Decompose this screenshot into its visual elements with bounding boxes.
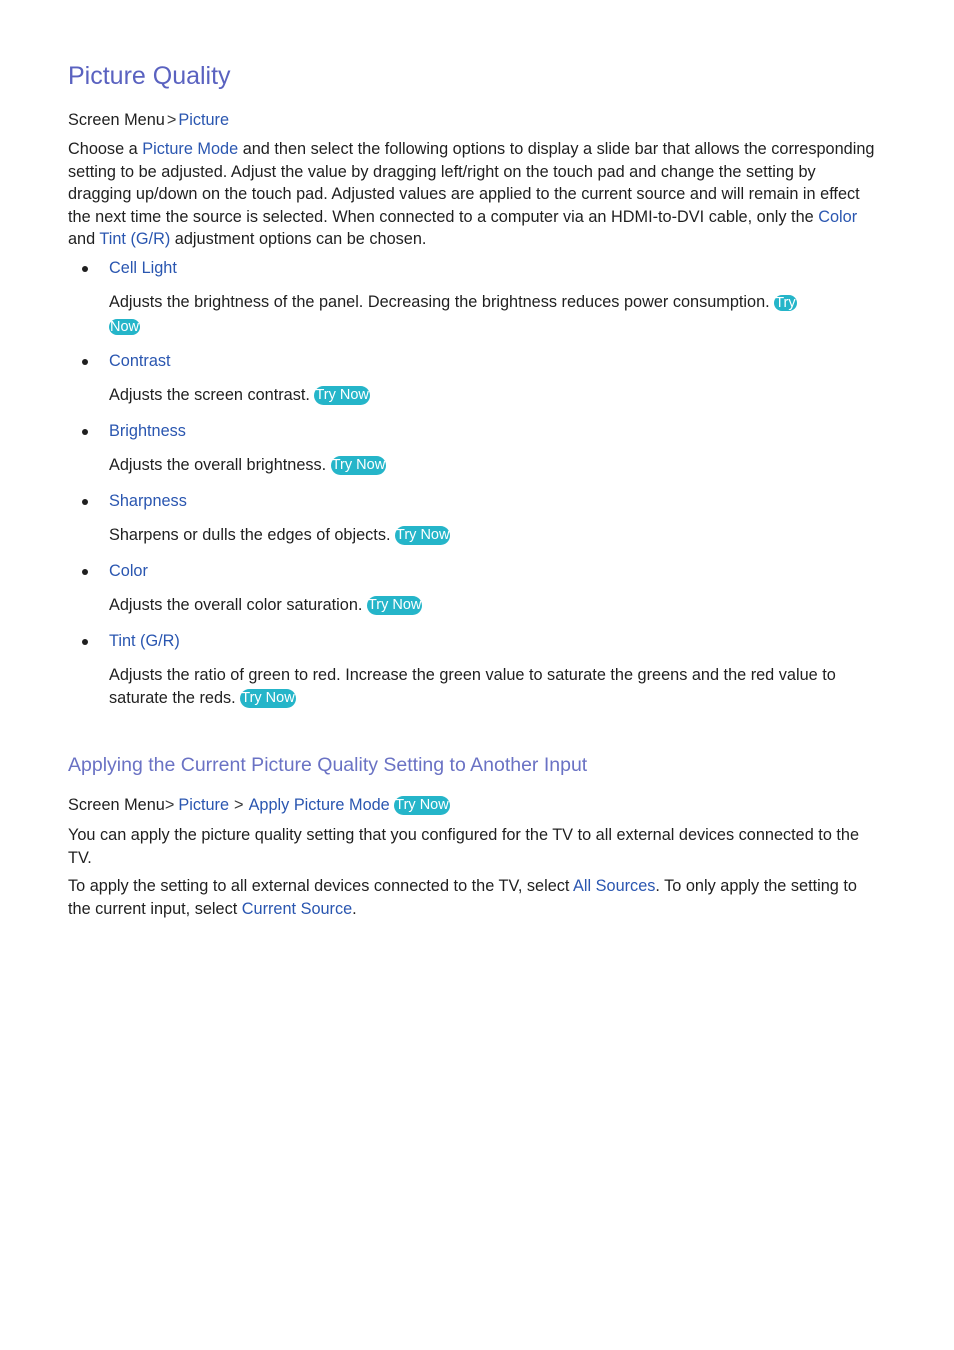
bullet-icon [82, 639, 88, 645]
option-title[interactable]: Contrast [109, 352, 171, 370]
option-description [109, 454, 884, 477]
option-description [109, 524, 884, 547]
try-now-button[interactable] [774, 295, 796, 311]
breadcrumb-root: Screen Menu [68, 796, 165, 814]
para2-text-2: . To only apply the setting to the current input, select [68, 877, 857, 918]
option-desc-text: Adjusts the overall brightness. [109, 456, 327, 474]
bullet-icon [82, 499, 88, 505]
section-paragraph-1: You can apply the picture quality setting that you configured for the TV to all external devices connected to the TV. [68, 826, 860, 867]
try-now-button[interactable]: Try Now [367, 597, 422, 613]
breadcrumb-root: Screen Menu [68, 111, 165, 129]
bullet-icon [82, 569, 88, 575]
section-heading: Applying the Current Picture Quality Setting to Another Input [68, 754, 588, 776]
breadcrumb-picture-link[interactable]: Picture [178, 111, 230, 129]
intro-text-4: adjustment options can be chosen. [170, 230, 427, 249]
try-now-button[interactable]: Try Now [331, 457, 386, 473]
option-title[interactable]: Tint (G/R) [109, 632, 180, 650]
section-breadcrumb [68, 794, 450, 817]
chevron-right-icon: > [166, 111, 177, 129]
try-now-button[interactable]: Try Now [241, 689, 295, 706]
intro-paragraph [68, 138, 883, 251]
intro-text-2: and then select the following options to display a slide bar that allows the corresponding setting to be adjusted. Adjust the value by dragging left/right on the touch pad and change the setting by dragging up/down on the touch pad. Adjusted values are applied to the current source and will remain in effect the next time the source is selected. When connected to a computer via an HDMI-to-DVI cable, only the [68, 140, 875, 226]
picture-mode-link[interactable]: Picture Mode [142, 140, 239, 158]
try-now-button-continued[interactable] [109, 319, 140, 335]
option-desc-text: Adjusts the overall color saturation. [109, 596, 363, 614]
try-now-label-part2: Now [110, 318, 140, 335]
bullet-icon [82, 359, 88, 365]
option-desc-text: Adjusts the screen contrast. [109, 386, 310, 404]
intro-text-3: and [68, 230, 100, 249]
section-paragraph-2 [68, 875, 883, 920]
chevron-right-icon: > [164, 796, 175, 814]
option-title[interactable]: Sharpness [109, 492, 187, 510]
breadcrumb-apply-picture-mode-link[interactable]: Apply Picture Mode [248, 796, 390, 814]
option-description [109, 664, 884, 709]
try-now-button[interactable]: Try Now [396, 527, 450, 543]
option-title[interactable]: Brightness [109, 422, 186, 440]
option-description [109, 594, 884, 617]
bullet-icon [82, 266, 88, 272]
page-title: Picture Quality [68, 62, 231, 90]
try-now-button[interactable]: Try Now [395, 797, 449, 813]
try-now-label-part1: Try [775, 295, 796, 311]
option-desc-text: Adjusts the ratio of green to red. Increase the green value to saturate the greens and the red value to saturate the reds. [109, 666, 836, 707]
try-now-button[interactable]: Try Now [315, 387, 369, 403]
option-title[interactable]: Cell Light [109, 259, 177, 277]
option-desc-text: Adjusts the brightness of the panel. Decreasing the brightness reduces power consumption. [109, 293, 770, 311]
breadcrumb-picture-link[interactable]: Picture [178, 796, 230, 814]
para2-text-3: . [352, 899, 357, 918]
para2-text-1: To apply the setting to all external devices connected to the TV, select [68, 877, 574, 895]
option-title[interactable]: Color [109, 562, 148, 580]
color-link[interactable]: Color [818, 207, 858, 226]
option-description [109, 384, 884, 407]
chevron-right-icon: > [234, 796, 244, 814]
intro-text-1: Choose a [68, 140, 143, 158]
tint-link[interactable]: Tint (G/R) [99, 230, 171, 249]
option-description [109, 291, 884, 338]
bullet-icon [82, 429, 88, 435]
option-desc-text: Sharpens or dulls the edges of objects. [109, 526, 391, 544]
all-sources-link[interactable]: All Sources [573, 877, 656, 895]
current-source-link[interactable]: Current Source [241, 899, 353, 918]
breadcrumb [68, 109, 229, 132]
